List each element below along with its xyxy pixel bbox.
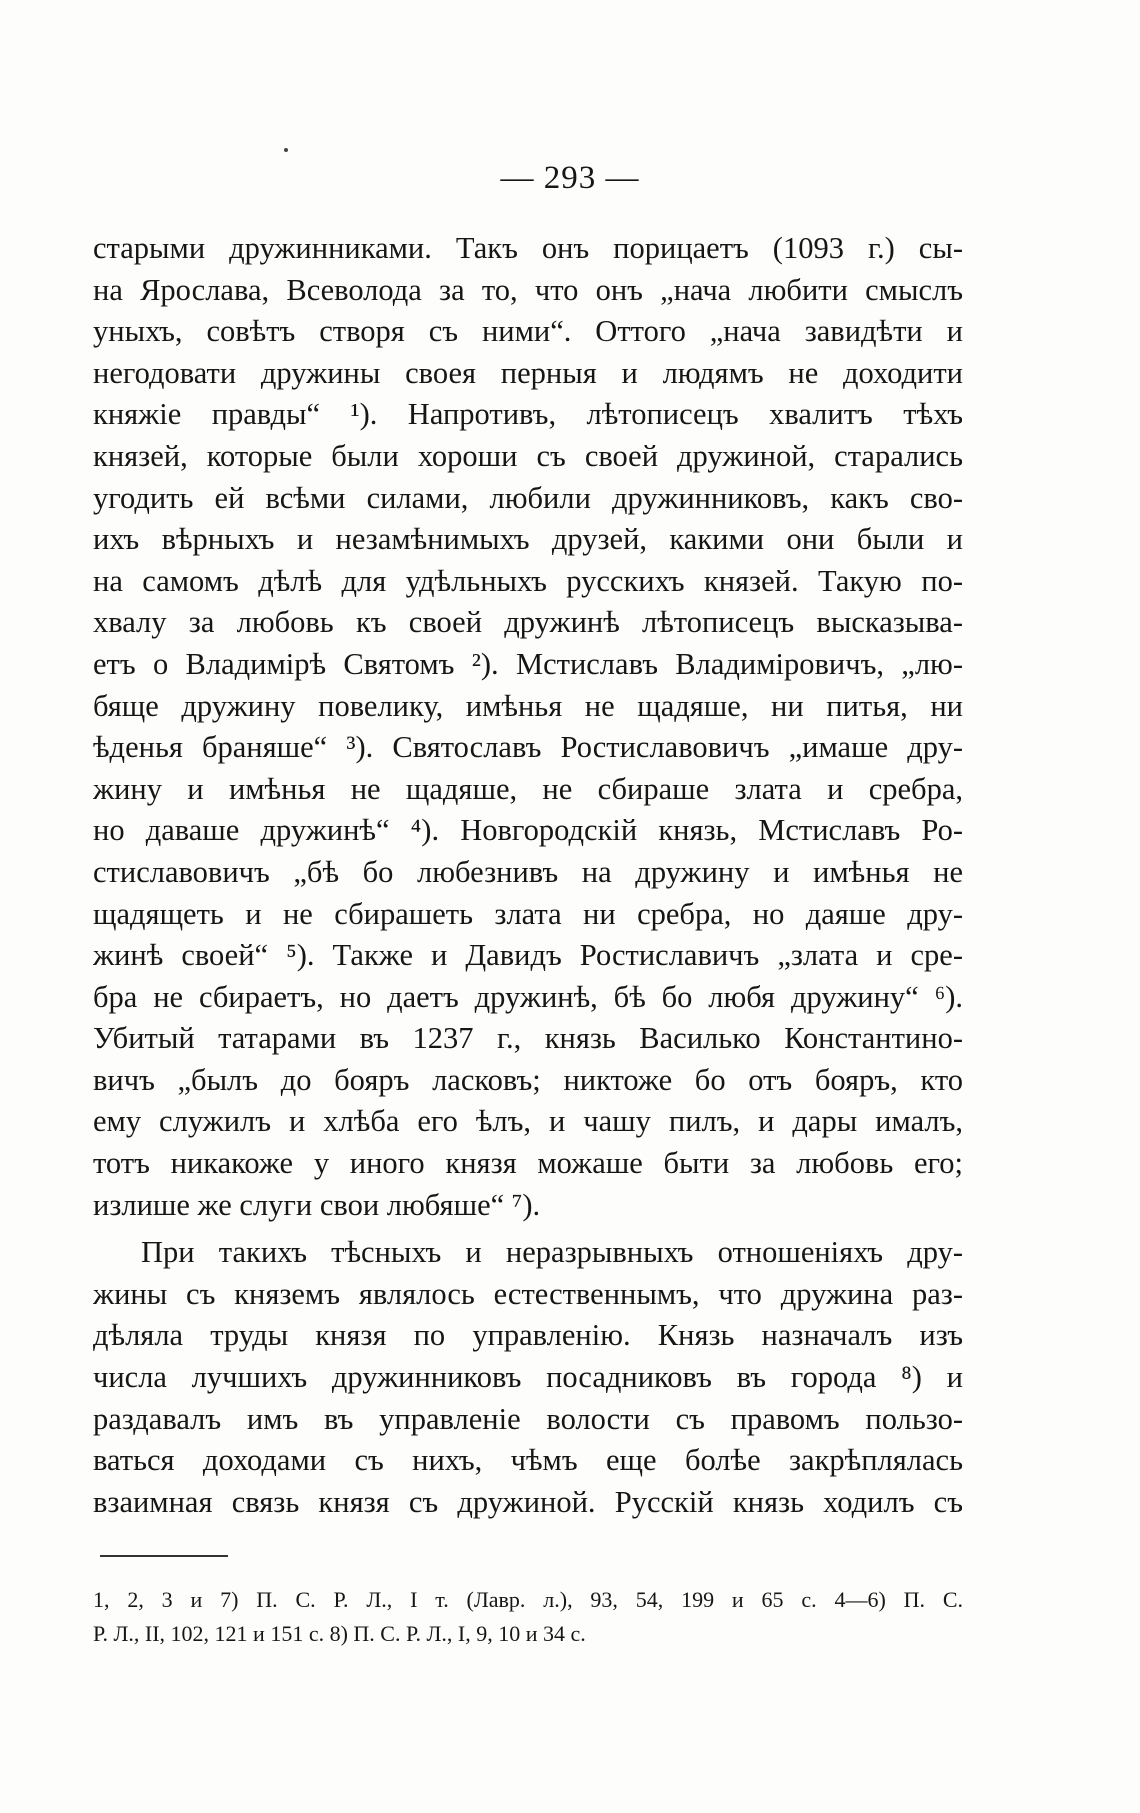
footnote-line: 1, 2, 3 и 7) П. С. Р. Л., I т. (Лавр. л.), 93, 54, 199 и 65 с. 4—6) П. С.	[93, 1587, 963, 1612]
text-line: княжіе правды“ ¹). Напротивъ, лѣтописецъ хвалитъ тѣхъ	[93, 397, 963, 432]
text-line: уныхъ, совѣтъ створя съ ними“. Оттого „нача завидѣти и	[93, 314, 963, 349]
text-line: старыми дружинниками. Такъ онъ порицаетъ (1093 г.) сы-	[93, 231, 963, 265]
text-line: стиславовичъ „бѣ бо любезнивъ на дружину и имѣнья не	[93, 854, 963, 889]
text-line: ихъ вѣрныхъ и незамѣнимыхъ друзей, какими они были и	[93, 522, 963, 557]
page-number: — 293 —	[500, 160, 640, 196]
paragraph-1	[93, 228, 963, 1226]
text-line: етъ о Владимірѣ Святомъ ²). Мстиславъ Владиміровичъ, „лю-	[93, 646, 963, 681]
text-line: При такихъ тѣсныхъ и неразрывныхъ отношеніяхъ дру-	[141, 1235, 963, 1270]
text-line: князей, которые были хороши съ своей дружиной, старались	[93, 438, 963, 473]
text-line: тотъ никакоже у иного князя можаше быти за любовь его;	[93, 1146, 963, 1181]
text-line: ѣденья браняше“ ³). Святославъ Ростиславовичъ „имаше дру-	[93, 730, 963, 765]
text-line: хвалу за любовь къ своей дружинѣ лѣтописецъ высказыва-	[93, 605, 963, 640]
footnote-rule	[100, 1555, 228, 1557]
text-line: числа лучшихъ дружинниковъ посадниковъ въ города ⁸) и	[93, 1360, 963, 1395]
text-line: на самомъ дѣлѣ для удѣльныхъ русскихъ князей. Такую по-	[93, 563, 963, 598]
text-line: бра не сбираетъ, но даетъ дружинѣ, бѣ бо любя дружину“ ⁶).	[93, 979, 963, 1014]
text-line: жину и имѣнья не щадяше, не сбираше злата и сребра,	[93, 771, 963, 806]
text-line: ему служилъ и хлѣба его ѣлъ, и чашу пилъ, и дары ималъ,	[93, 1104, 963, 1139]
text-line: взаимная связь князя съ дружиной. Русскій князь ходилъ съ	[93, 1484, 963, 1519]
text-line: Убитый татарами въ 1237 г., князь Василько Константино-	[93, 1021, 963, 1056]
text-line: ваться доходами съ нихъ, чѣмъ еще болѣе закрѣплялась	[93, 1443, 963, 1478]
text-line: дѣляла труды князя по управленію. Князь назначалъ изъ	[93, 1318, 963, 1353]
text-line: негодовати дружины своея перныя и людямъ не доходити	[93, 355, 963, 390]
text-line: раздавалъ имъ въ управленіе волости съ правомъ пользо-	[93, 1401, 963, 1436]
text-line: но даваше дружинѣ“ ⁴). Новгородскій князь, Мстиславъ Ро-	[93, 813, 963, 848]
footnotes	[93, 1583, 963, 1651]
text-line: на Ярослава, Всеволода за то, что онъ „нача любити смыслъ	[93, 272, 963, 307]
paragraph-2	[93, 1232, 963, 1523]
text-line: бяще дружину повелику, имѣнья не щадяше, ни питья, ни	[93, 688, 963, 723]
text-line: угодить ей всѣми силами, любили дружинниковъ, какъ сво-	[93, 480, 963, 515]
text-line: вичъ „былъ до бояръ ласковъ; никтоже бо отъ бояръ, кто	[93, 1062, 963, 1097]
text-line: щадящеть и не сбирашеть злата ни сребра, но даяше дру-	[93, 896, 963, 931]
footnote-line: Р. Л., II, 102, 121 и 151 с. 8) П. С. Р. Л., I, 9, 10 и 34 с.	[93, 1621, 586, 1646]
print-speck	[284, 148, 288, 152]
text-line: жины съ княземъ являлось естественнымъ, что дружина раз-	[93, 1276, 963, 1311]
text-line: жинѣ своей“ ⁵). Также и Давидъ Ростиславичъ „злата и сре-	[93, 938, 963, 973]
text-line: излише же слуги свои любяше“ ⁷).	[93, 1187, 541, 1222]
body-text	[93, 228, 963, 1523]
